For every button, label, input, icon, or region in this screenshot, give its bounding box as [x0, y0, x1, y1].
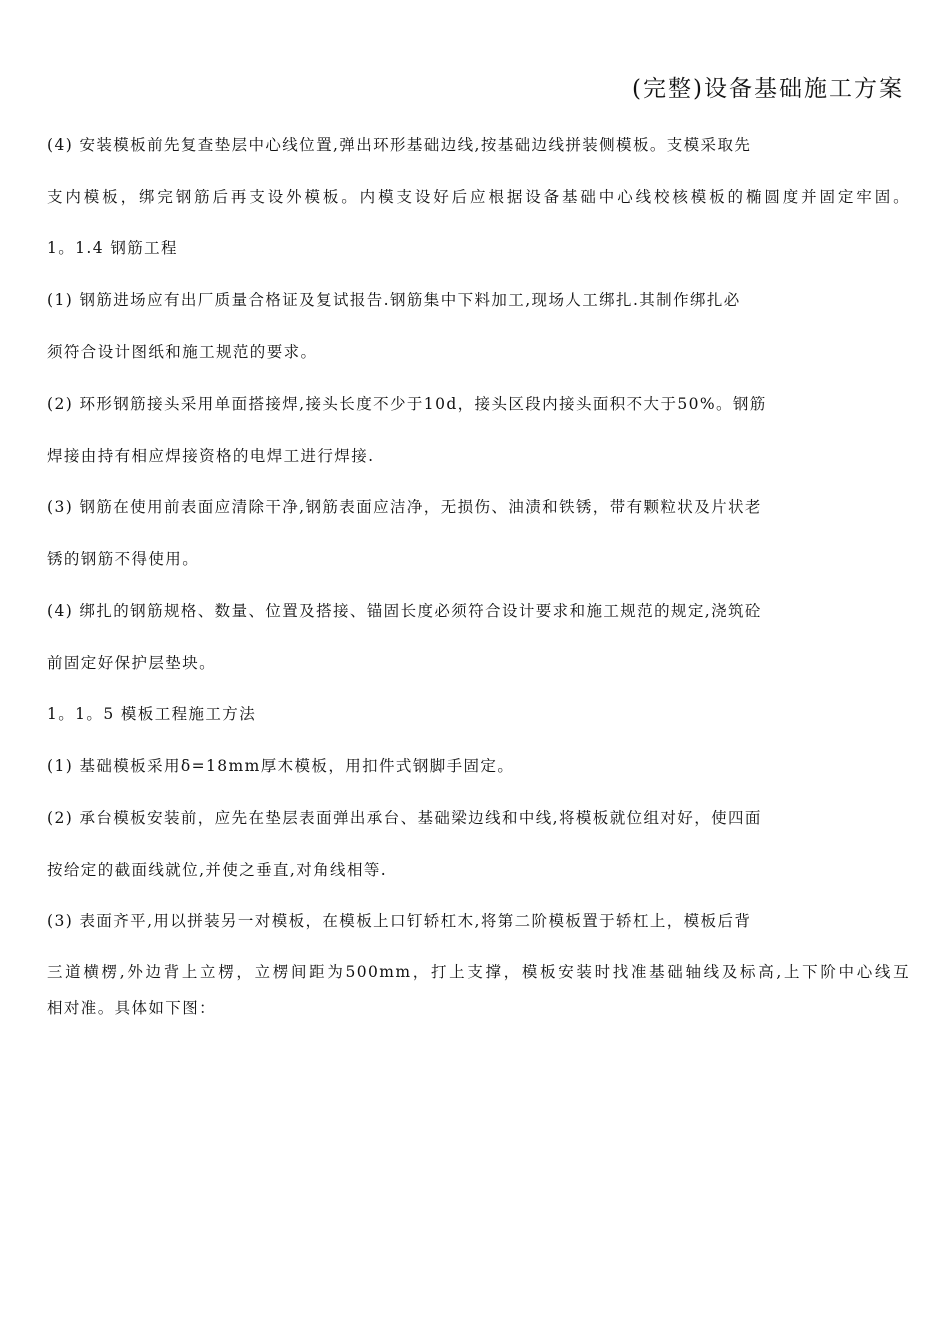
paragraph-line: 须符合设计图纸和施工规范的要求。: [47, 343, 318, 361]
paragraph-line: 支内模板，绑完钢筋后再支设外模板。内模支设好后应根据设备基础中心线校核模板的椭圆度并固定牢固。: [47, 188, 910, 206]
section-heading: 1。1.4 钢筋工程: [47, 239, 178, 257]
paragraph-line: (3) 钢筋在使用前表面应清除干净,钢筋表面应洁净，无损伤、油渍和铁锈，带有颗粒状及片状老: [47, 498, 762, 516]
paragraph-line: (2) 环形钢筋接头采用单面搭接焊,接头长度不少于10d，接头区段内接头面积不大于50%。钢筋: [47, 395, 767, 413]
paragraph-line: 按给定的截面线就位,并使之垂直,对角线相等.: [47, 861, 388, 879]
paragraph-line: 前固定好保护层垫块。: [47, 654, 217, 672]
paragraph-line: (4) 绑扎的钢筋规格、数量、位置及搭接、锚固长度必须符合设计要求和施工规范的规定,浇筑砼: [47, 602, 762, 620]
paragraph-line: 相对准。具体如下图：: [47, 999, 217, 1017]
paragraph-line: (3) 表面齐平,用以拼装另一对模板，在模板上口钉轿杠木,将第二阶模板置于轿杠上，模板后背: [47, 912, 752, 930]
paragraph-line: 三道横楞,外边背上立楞，立楞间距为500mm，打上支撑，模板安装时找准基础轴线及标高,上下阶中心线互: [47, 963, 910, 981]
paragraph-line: (4) 安装模板前先复查垫层中心线位置,弹出环形基础边线,按基础边线拼装侧模板。支模采取先: [47, 136, 752, 154]
paragraph-line: (1) 基础模板采用δ=18mm厚木模板，用扣件式钢脚手固定。: [47, 757, 515, 775]
paragraph-line: (2) 承台模板安装前，应先在垫层表面弹出承台、基础梁边线和中线,将模板就位组对好，使四面: [47, 809, 762, 827]
section-heading: 1。1。5 模板工程施工方法: [47, 705, 257, 723]
paragraph-line: 锈的钢筋不得使用。: [47, 550, 200, 568]
document-header-title: (完整)设备基础施工方案: [632, 76, 904, 102]
paragraph-line: 焊接由持有相应焊接资格的电焊工进行焊接.: [47, 447, 375, 465]
paragraph-line: (1) 钢筋进场应有出厂质量合格证及复试报告.钢筋集中下料加工,现场人工绑扎.其制作绑扎必: [47, 291, 741, 309]
